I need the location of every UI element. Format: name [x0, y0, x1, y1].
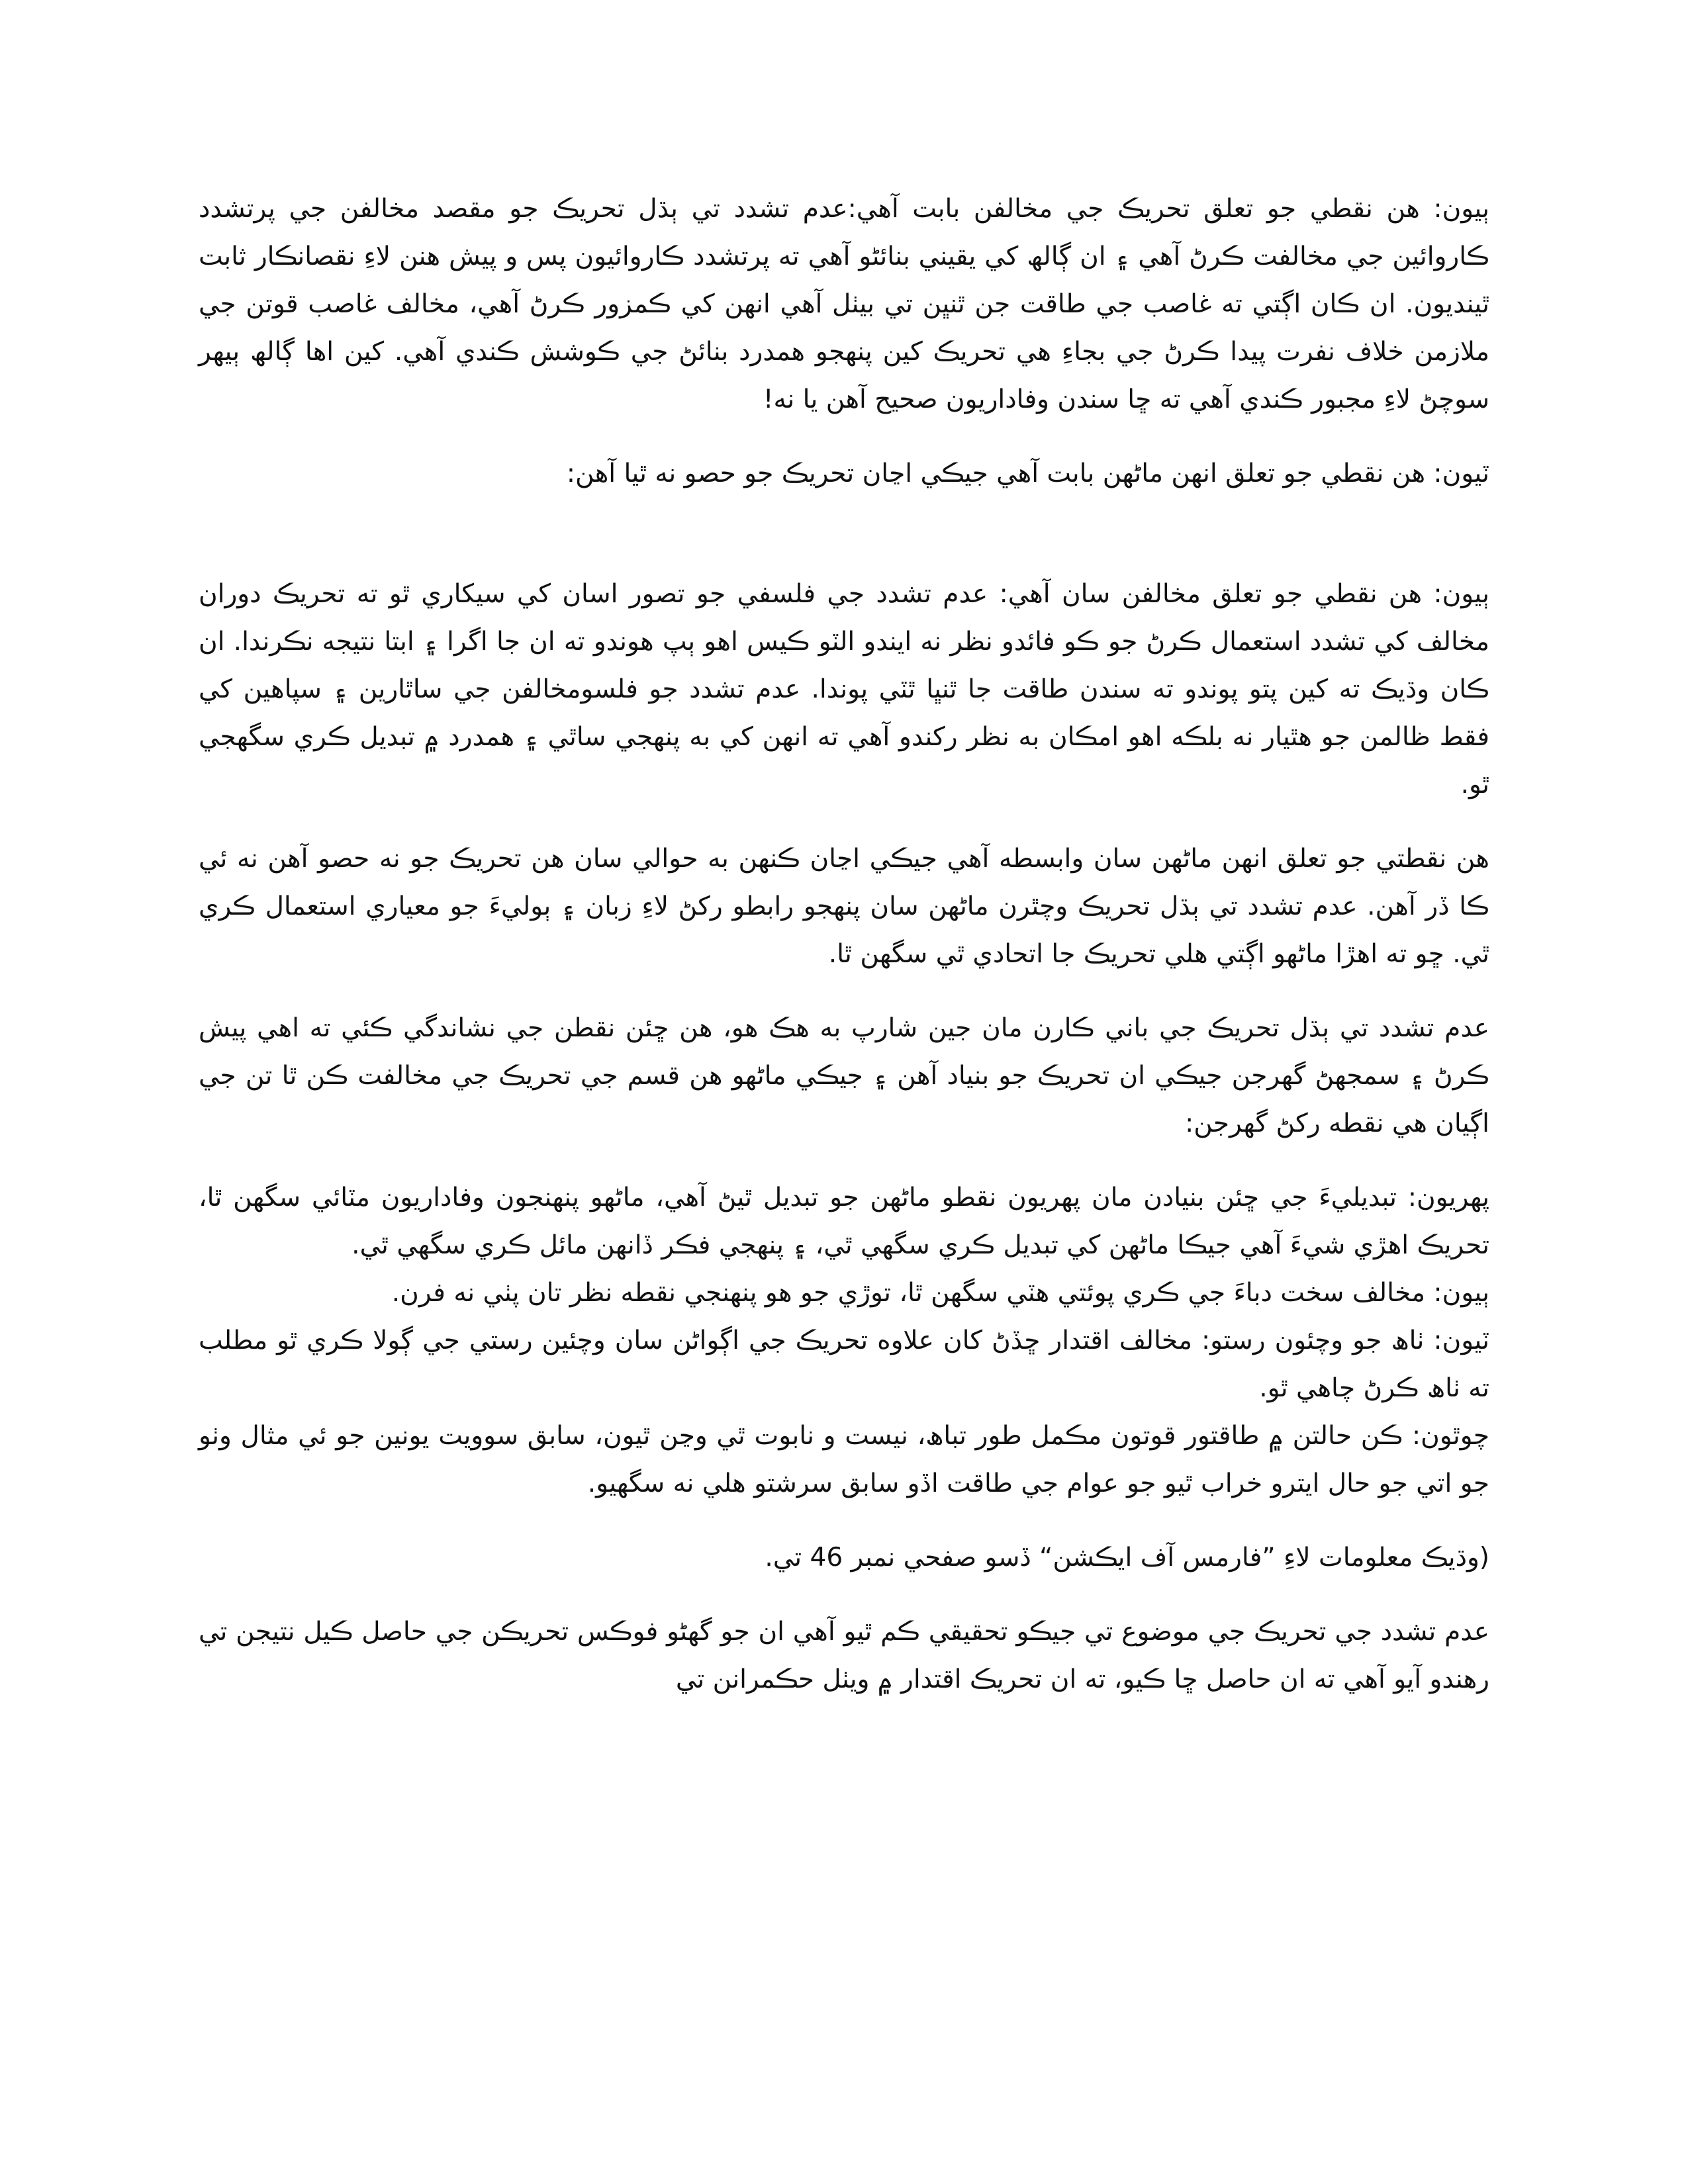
- list-item-third: ٽيون: ٺاھ جو وچئون رستو: مخالف اقتدار ڇڏڻ کان علاوه تحريڪ جي اڳواڻن سان وچئين رستي جي ڳولا ڪري ٿو مطلب ته ٺاھ ڪرڻ چاهي ٿو.: [199, 1326, 1489, 1403]
- document-page: [199, 185, 1489, 1730]
- paragraph-second-point-opponents: ٻيون: هن نقطي جو تعلق تحريڪ جي مخالفن بابت آهي:عدم تشدد تي ٻڌل تحريڪ جو مقصد مخالفن جي پرتشدد ڪاروائين جي مخالفت ڪرڻ آهي ۽ ان ڳالھ کي يقيني بنائڻو آهي ته پرتشدد ڪاروائيون پس و پيش هنن لاءِ نقصانڪار ثابت ٿينديون. ان ڪان اڳتي ته غاصب جي طاقت جن ٿنڀن تي بيٺل آهي انهن کي ڪمزور ڪرڻ آهي، مخالف غاصب قوتن جي ملازمن خلاف نفرت پيدا ڪرڻ جي بجاءِ هي تحريڪ کين پنهجو همدرد بنائڻ جي ڪوشش ڪندي آهي. کين اها ڳالھ ٻيهر سوچڻ لاءِ مجبور ڪندي آهي ته ڇا سندن وفاداريون صحيح آهن يا نه!: [199, 194, 1489, 414]
- paragraph-research-focus: عدم تشدد جي تحريڪ جي موضوع تي جيڪو تحقيقي ڪم ٿيو آهي ان جو گهڻو فوڪس تحريڪن جي حاصل ڪيل نتيجن تي رهندو آيو آهي ته ان حاصل ڇا ڪيو، ته ان تحريڪ اقتدار ۾ ويٺل حڪمرانن تي: [199, 1617, 1489, 1694]
- paragraph-nonviolence-philosophy: ٻيون: هن نقطي جو تعلق مخالفن سان آهي: عدم تشدد جي فلسفي جو تصور اسان کي سيکاري ٿو ته تحريڪ دوران مخالف کي تشدد استعمال ڪرڻ جو ڪو فائدو نظر نه ايندو الٽو ڪيس اهو ٻپ هوندو ته ان جا اگرا ۽ ابتا نتيجه نڪرندا. ان ڪان وڌيڪ ته کين پتو پوندو ته سندن طاقت جا ٿنڀا ٿٽي پوندا. عدم تشدد جو فلسومخالفن جي ساٿارين ۽ سپاهين کي فقط ظالمن جو هٿيار نه بلڪه اهو امڪان به نظر رکندو آهي ته انهن کي به پنهجي ساٿي ۽ همدرد ۾ تبديل ڪري سگهجي ٿو.: [199, 579, 1489, 799]
- paragraph-third-point-heading: ٽيون: هن نقطي جو تعلق انهن ماڻهن بابت آهي جيڪي اڃان تحريڪ جو حصو نه ٿيا آهن:: [566, 459, 1489, 488]
- paragraph-reference-note: (وڌيڪ معلومات لاءِ ”فارمس آف ايڪشن“ ڏسو صفحي نمبر 46 تي.: [765, 1543, 1489, 1572]
- list-item-second: ٻيون: مخالف سخت دباءَ جي ڪري پوئتي هٽي سگهن ٿا، توڙي جو هو پنهنجي نقطه نظر تان پٺي نه فرن.: [391, 1278, 1489, 1308]
- spacer: [199, 524, 1489, 570]
- paragraph-uncommitted-people: هن نقطتي جو تعلق انهن ماڻهن سان وابسطه آهي جيڪي اڃان ڪنهن به حوالي سان هن تحريڪ جو نه حصو آهن نه ئي ڪا ڏر آهن. عدم تشدد تي ٻڌل تحريڪ وچٿرن ماڻهن سان پنهجو رابطو رکڻ لاءِ زبان ۽ ٻوليءَ جو معياري استعمال ڪري ٿي. ڇو ته اهڙا ماڻهو اڳتي هلي تحريڪ جا اتحادي ٿي سگهن ٿا.: [199, 844, 1489, 969]
- paragraph-gene-sharp: عدم تشدد تي ٻڌل تحريڪ جي باني ڪارن مان جين شارپ به هڪ هو، هن ڇئن نقطن جي نشاندگي ڪئي ته اهي پيش ڪرڻ ۽ سمجھڻ گهرجن جيڪي ان تحريڪ جو بنياد آهن ۽ جيڪي ماڻهو هن قسم جي تحريڪ جي مخالفت ڪن ٿا تن جي اڳيان هي نقطه رکڻ گهرجن:: [199, 1013, 1489, 1138]
- list-item-first: پهريون: تبديليءَ جي ڇئن بنيادن مان پهريون نقطو ماڻهن جو تبديل ٿيڻ آهي، ماڻهو پنهنجون وفاداريون مٽائي سگهن ٿا، تحريڪ اهڙي شيءَ آهي جيڪا ماڻهن کي تبديل ڪري سگهي ٿي، ۽ پنهجي فڪر ڏانهن مائل ڪري سگهي ٿي.: [199, 1183, 1489, 1260]
- list-item-fourth: چوٿون: ڪن حالتن ۾ طاقتور قوتون مڪمل طور تباھ، نيست و نابوت ٿي وڃن ٿيون، سابق سوويت يونين جو ئي مثال وٺو جو اتي جو حال ايترو خراب ٿيو جو عوام جي طاقت اڏو سابق سرشتو هلي نه سگهيو.: [199, 1421, 1489, 1498]
